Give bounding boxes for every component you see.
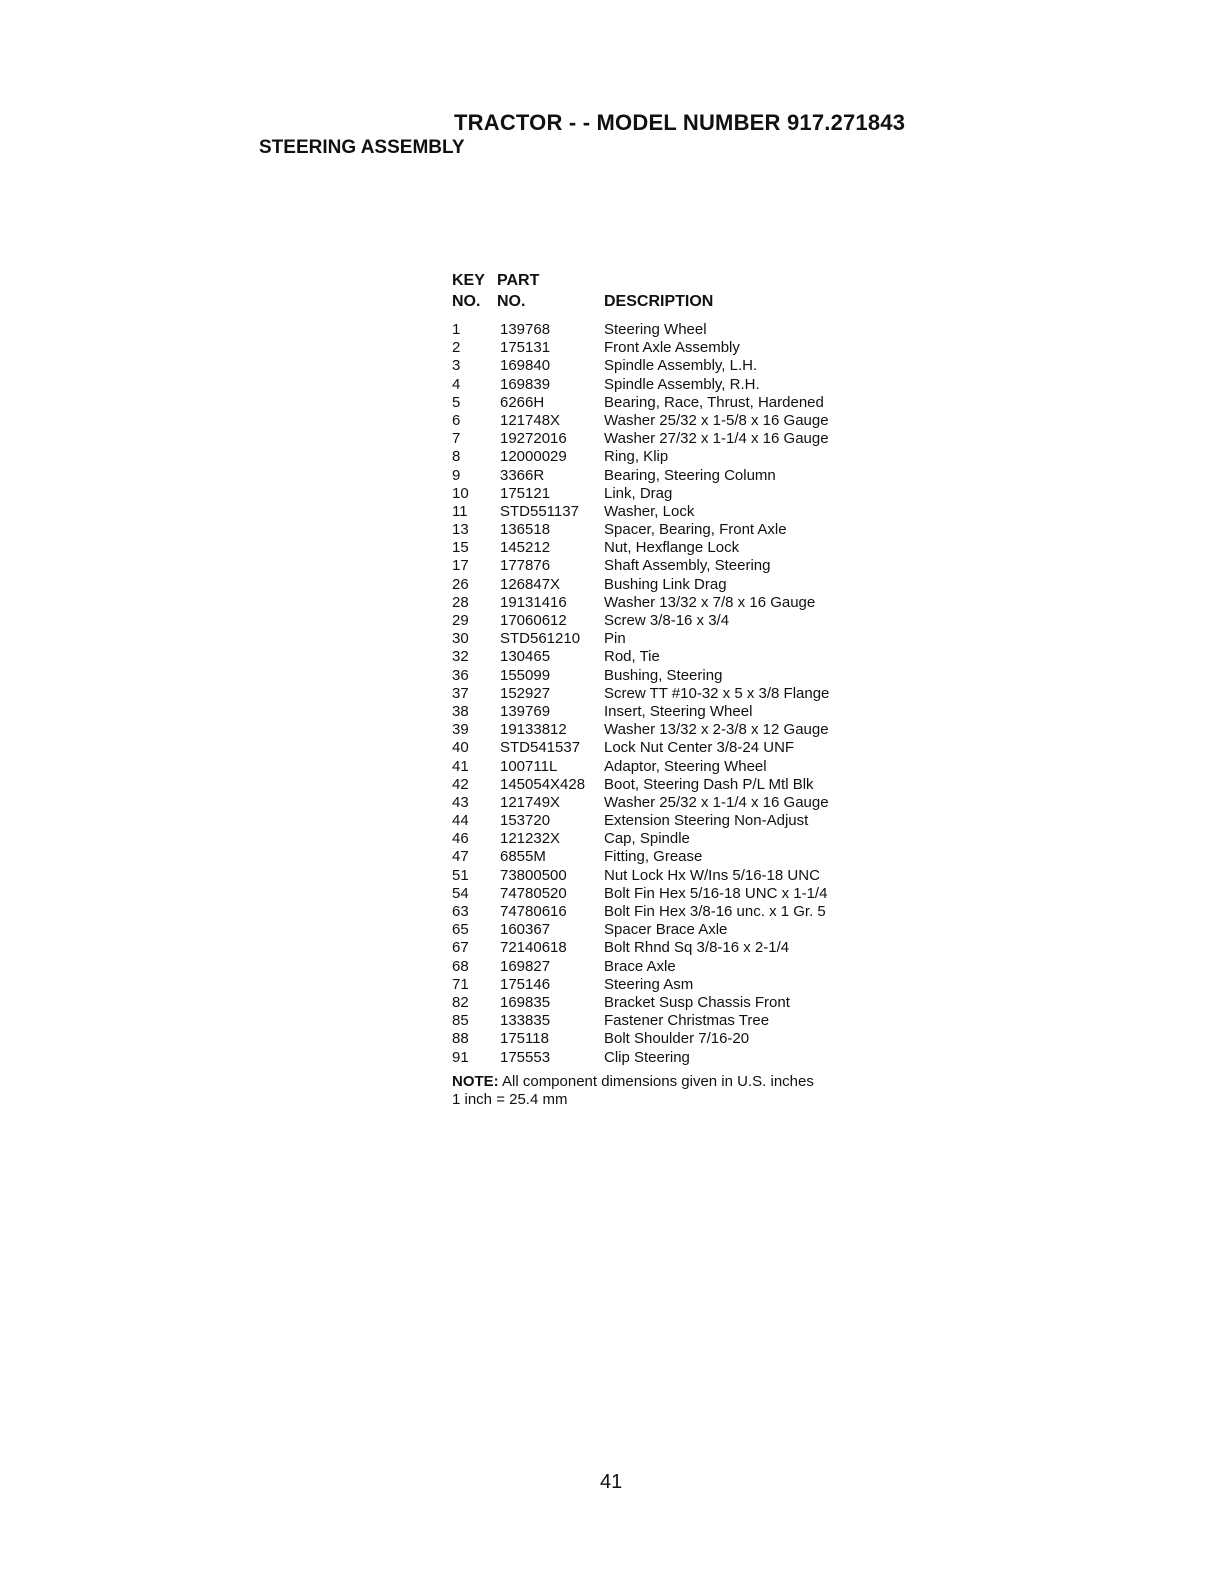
- table-row: [452, 684, 830, 703]
- table-row: [452, 939, 814, 957]
- description: Front Axle Assembly: [604, 339, 740, 357]
- key-number: 37: [452, 684, 469, 702]
- key-number: 39: [452, 721, 469, 739]
- table-row: [452, 1012, 814, 1030]
- part-number: 145212: [500, 539, 551, 557]
- note-line1: [452, 1073, 814, 1091]
- description: Bracket Susp Chassis Front: [604, 993, 790, 1011]
- table-row: [452, 758, 814, 776]
- table-row: [452, 448, 814, 466]
- table-row: [452, 793, 829, 812]
- parts-list: [452, 272, 830, 1109]
- description: Spacer, Bearing, Front Axle: [604, 521, 787, 539]
- description-header: DESCRIPTION: [604, 293, 714, 310]
- key-number: 15: [452, 539, 469, 557]
- key-number: 82: [452, 993, 469, 1011]
- part-number: 153720: [500, 812, 551, 830]
- table-row: [452, 630, 814, 648]
- table-row: [452, 739, 814, 757]
- key-number: 29: [452, 612, 469, 629]
- part-number: 133835: [500, 1012, 551, 1030]
- description: Pin: [604, 630, 626, 648]
- section-title: STEERING ASSEMBLY: [259, 137, 465, 158]
- description: Insert, Steering Wheel: [604, 702, 753, 720]
- description: Screw TT #10-32 x 5 x 3/8 Flange: [604, 684, 830, 702]
- key-number: 63: [452, 903, 469, 920]
- description: Nut, Hexflange Lock: [604, 539, 740, 557]
- description: Washer 25/32 x 1-1/4 x 16 Gauge: [604, 793, 829, 811]
- table-row: [452, 884, 828, 903]
- table-row: [452, 376, 814, 394]
- part-number: 175118: [500, 1030, 549, 1048]
- key-number: 46: [452, 830, 469, 848]
- table-row: [452, 467, 814, 485]
- part-number: 17060612: [500, 612, 567, 629]
- table-row: [452, 976, 814, 994]
- description: Bolt Shoulder 7/16-20: [604, 1030, 750, 1048]
- description: Bushing Link Drag: [604, 575, 727, 593]
- description: Steering Wheel: [604, 321, 707, 338]
- description: Spindle Assembly, R.H.: [604, 375, 760, 393]
- description: Washer 25/32 x 1-5/8 x 16 Gauge: [604, 411, 829, 429]
- description: Bolt Rhnd Sq 3/8-16 x 2-1/4: [604, 939, 790, 957]
- part-number: 145054X428: [500, 775, 586, 793]
- key-number: 8: [452, 448, 461, 466]
- part-number: 177876: [500, 557, 551, 575]
- description: Bearing, Steering Column: [604, 466, 776, 484]
- table-row: [452, 812, 814, 830]
- part-number: 19272016: [500, 430, 567, 448]
- note-text: All component dimensions given in U.S. inches: [498, 1072, 814, 1090]
- table-row: [452, 557, 814, 575]
- key-number: 41: [452, 757, 469, 775]
- description: Fitting, Grease: [604, 848, 703, 866]
- part-number: 74780520: [500, 884, 567, 902]
- key-number: 4: [452, 375, 461, 393]
- key-number: 36: [452, 666, 469, 684]
- part-number: 12000029: [500, 448, 567, 466]
- table-row: [452, 594, 814, 612]
- table-row: [452, 667, 814, 685]
- description: Nut Lock Hx W/Ins 5/16-18 UNC: [604, 866, 820, 884]
- key-number: 65: [452, 921, 469, 939]
- part-number: 169835: [500, 993, 551, 1011]
- description: Clip Steering: [604, 1048, 690, 1066]
- part-number: 139769: [500, 702, 551, 720]
- description: Bushing, Steering: [604, 666, 723, 684]
- description: Lock Nut Center 3/8-24 UNF: [604, 739, 795, 757]
- key-number: 17: [452, 557, 469, 575]
- description: Screw 3/8-16 x 3/4: [604, 612, 730, 629]
- part-header-line2: NO.: [497, 293, 526, 310]
- description: Boot, Steering Dash P/L Mtl Blk: [604, 775, 814, 793]
- description: Ring, Klip: [604, 448, 669, 466]
- key-number: 71: [452, 975, 469, 993]
- key-number: 7: [452, 430, 461, 448]
- table-row: [452, 521, 814, 539]
- part-number: 169839: [500, 375, 551, 393]
- table-row: [452, 1030, 814, 1048]
- part-number: 175146: [500, 975, 551, 993]
- description: Rod, Tie: [604, 648, 660, 666]
- description: Spacer Brace Axle: [604, 921, 728, 939]
- table-row: [452, 958, 814, 976]
- key-number: 88: [452, 1030, 469, 1048]
- part-number: 100711L: [500, 757, 558, 775]
- key-number: 51: [452, 866, 469, 884]
- part-number: 6266H: [500, 393, 545, 411]
- description: Adaptor, Steering Wheel: [604, 757, 767, 775]
- key-number: 6: [452, 411, 461, 429]
- key-number: 13: [452, 521, 469, 539]
- key-number: 44: [452, 812, 469, 830]
- page-number: 41: [600, 1471, 623, 1493]
- table-row: [452, 848, 814, 866]
- part-number: 160367: [500, 921, 551, 939]
- table-row: [452, 994, 814, 1012]
- part-number: 169827: [500, 957, 551, 975]
- table-row: [452, 357, 814, 375]
- description: Steering Asm: [604, 975, 694, 993]
- key-number: 10: [452, 484, 469, 502]
- part-number: STD541537: [500, 739, 581, 757]
- table-row: [452, 776, 814, 794]
- table-row: [452, 339, 814, 357]
- table-row: [452, 321, 814, 339]
- page-title: TRACTOR - - MODEL NUMBER 917.271843: [454, 110, 906, 135]
- description: Brace Axle: [604, 957, 676, 975]
- key-number: 28: [452, 593, 469, 611]
- part-number: 73800500: [500, 866, 567, 884]
- part-number: 121749X: [500, 793, 561, 811]
- part-number: STD551137: [500, 502, 579, 520]
- part-number: 74780616: [500, 903, 567, 920]
- key-number: 54: [452, 884, 469, 902]
- description: Shaft Assembly, Steering: [604, 557, 771, 575]
- table-row: [452, 576, 814, 594]
- part-number: 3366R: [500, 466, 545, 484]
- part-number: 139768: [500, 321, 551, 338]
- note-line2: 1 inch = 25.4 mm: [452, 1090, 568, 1108]
- key-header-line1: KEY: [452, 272, 485, 289]
- part-number: 19133812: [500, 721, 567, 739]
- table-row: [452, 648, 814, 666]
- part-number: 155099: [500, 666, 551, 684]
- key-number: 9: [452, 466, 461, 484]
- key-number: 85: [452, 1012, 469, 1030]
- part-number: 6855M: [500, 848, 546, 866]
- description: Spindle Assembly, L.H.: [604, 357, 758, 375]
- description: Bolt Fin Hex 3/8-16 unc. x 1 Gr. 5: [604, 903, 826, 920]
- table-row: [452, 721, 829, 739]
- part-number: 130465: [500, 648, 551, 666]
- part-number: 175553: [500, 1048, 551, 1066]
- table-row: [452, 1049, 814, 1067]
- key-number: 11: [452, 502, 468, 520]
- part-number: 152927: [500, 684, 551, 702]
- key-number: 91: [452, 1048, 469, 1066]
- part-number: 169840: [500, 357, 551, 375]
- description: Extension Steering Non-Adjust: [604, 812, 809, 830]
- table-row: [452, 485, 814, 503]
- key-header-line2: NO.: [452, 293, 481, 310]
- part-number: 121232X: [500, 830, 561, 848]
- table-row: [452, 393, 824, 412]
- part-number: STD561210: [500, 630, 581, 648]
- table-row: [452, 539, 814, 557]
- description: Bolt Fin Hex 5/16-18 UNC x 1-1/4: [604, 884, 828, 902]
- key-number: 1: [452, 321, 461, 338]
- table-row: [452, 703, 814, 721]
- key-number: 26: [452, 575, 469, 593]
- table-row: [452, 830, 814, 848]
- part-number: 126847X: [500, 575, 561, 593]
- key-number: 2: [452, 339, 461, 357]
- part-number: 121748X: [500, 411, 561, 429]
- part-number: 175121: [500, 484, 551, 502]
- part-header-line1: PART: [497, 272, 540, 289]
- table-row: [452, 411, 829, 430]
- part-number: 175131: [500, 339, 551, 357]
- description: Washer 13/32 x 7/8 x 16 Gauge: [604, 593, 816, 611]
- key-number: 30: [452, 630, 469, 648]
- key-number: 40: [452, 739, 469, 757]
- key-number: 32: [452, 648, 469, 666]
- table-header: [452, 272, 814, 316]
- parts-rows: [452, 321, 830, 1067]
- description: Link, Drag: [604, 484, 673, 502]
- table-row: [452, 903, 826, 921]
- key-number: 47: [452, 848, 469, 866]
- note-label: NOTE:: [452, 1072, 499, 1090]
- description: Fastener Christmas Tree: [604, 1012, 770, 1030]
- table-row: [452, 612, 814, 630]
- table-row: [452, 866, 820, 885]
- table-row: [452, 430, 829, 448]
- description: Bearing, Race, Thrust, Hardened: [604, 393, 824, 411]
- part-number: 19131416: [500, 593, 567, 611]
- key-number: 42: [452, 775, 469, 793]
- description: Washer 27/32 x 1-1/4 x 16 Gauge: [604, 430, 829, 448]
- table-row: [452, 503, 814, 521]
- note: [452, 1073, 814, 1109]
- description: Washer 13/32 x 2-3/8 x 12 Gauge: [604, 721, 829, 739]
- table-row: [452, 921, 814, 939]
- key-number: 43: [452, 793, 469, 811]
- part-number: 136518: [500, 521, 551, 539]
- description: Washer, Lock: [604, 502, 695, 520]
- key-number: 68: [452, 957, 469, 975]
- description: Cap, Spindle: [604, 830, 690, 848]
- part-number: 72140618: [500, 939, 567, 957]
- key-number: 38: [452, 702, 469, 720]
- key-number: 5: [452, 393, 461, 411]
- key-number: 3: [452, 357, 461, 375]
- key-number: 67: [452, 939, 469, 957]
